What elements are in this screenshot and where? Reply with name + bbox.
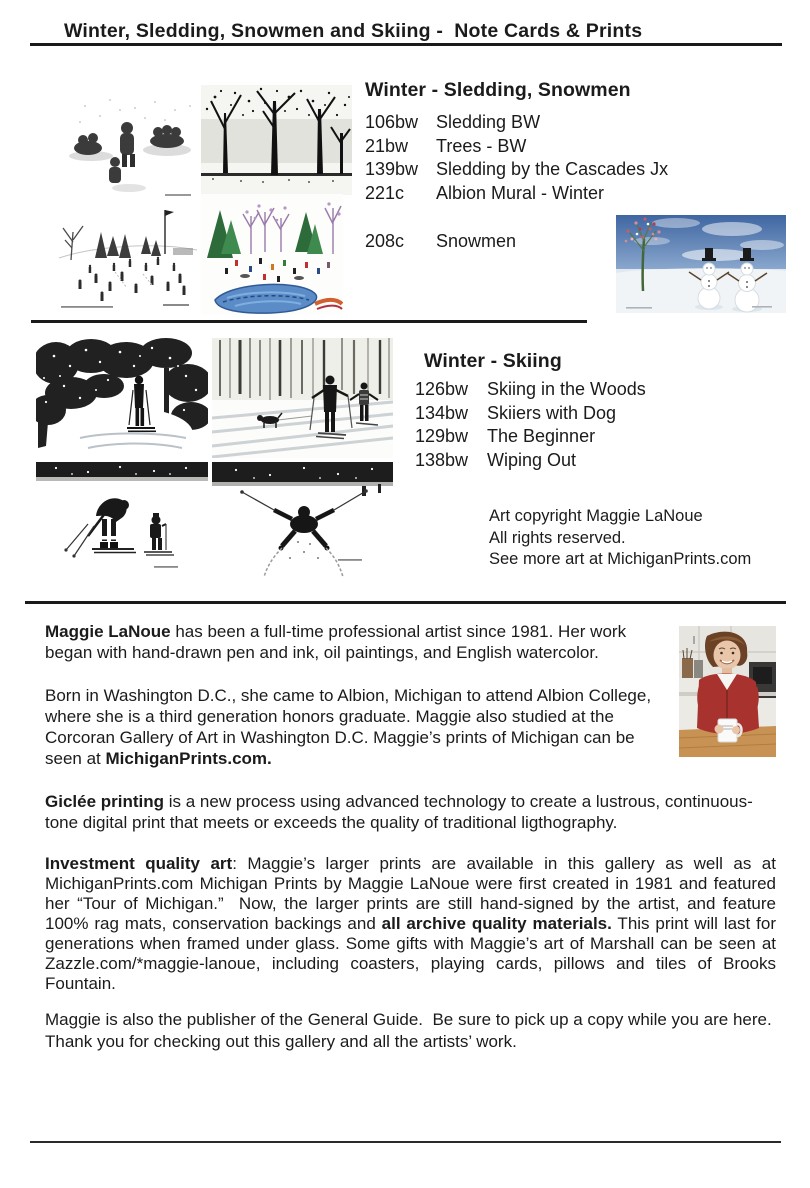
copyright-block — [489, 506, 751, 571]
wiping-out-artwork — [212, 462, 393, 578]
product-row — [415, 425, 646, 449]
sledding-product-list — [365, 111, 668, 254]
product-row — [365, 230, 668, 254]
product-code: 106bw — [365, 112, 419, 132]
product-name: Trees - BW — [436, 135, 527, 156]
artwork-caption-scribble — [61, 306, 113, 308]
bio-text: This print will last for generations when framed under glass. Some gifts with Maggie’s art of Marshall can be seen at Zazzle.com/*maggie-lanoue, including coasters, playing cards, pillows and tiles of Brooks Fountain. — [45, 914, 781, 994]
product-name: Skiiers with Dog — [487, 402, 617, 423]
artist-bio — [45, 621, 781, 1073]
bio-paragraph-investment — [45, 854, 781, 994]
bio-paragraph-background — [45, 685, 776, 770]
skiing-in-the-woods-artwork — [36, 338, 208, 459]
copyright-line: All rights reserved. — [489, 528, 626, 547]
product-code: 139bw — [365, 159, 419, 180]
artist-photo — [679, 626, 776, 757]
bio-text: : Maggie’s larger prints are available in this gallery as well as at MichiganPrints.com Michigan Prints by Maggie LaNoue were first created in 1981 and featured her “Tour of Michigan.” Now, the larger prints are still hand-signed by the artist, and feature 100% rag mats, conservation backings and — [45, 854, 781, 934]
skiing-section-heading: Winter - Skiing — [424, 350, 562, 372]
product-row — [365, 182, 668, 206]
albion-mural-winter-artwork — [201, 194, 343, 315]
product-code: 21bw — [365, 135, 409, 156]
copyright-line: Art copyright Maggie LaNoue — [489, 507, 703, 525]
product-code: 129bw — [415, 426, 469, 447]
product-row — [365, 135, 668, 159]
bio-paragraph-intro — [45, 621, 776, 664]
product-name: Sledding by the Cascades Jx — [436, 159, 669, 180]
the-beginner-artwork — [36, 462, 208, 577]
artist-signature-scribble — [752, 306, 772, 308]
sledding-section-heading: Winter - Sledding, Snowmen — [365, 79, 631, 101]
michiganprints-bold: MichiganPrints.com. — [105, 749, 272, 769]
bio-paragraph-giclee — [45, 791, 776, 834]
copyright-line: See more art at MichiganPrints.com — [489, 550, 752, 568]
product-code: 126bw — [415, 379, 469, 399]
trees-bw-artwork — [201, 85, 352, 195]
artist-signature-scribble — [163, 304, 189, 306]
artist-signature-scribble — [338, 559, 362, 561]
title-divider — [30, 43, 782, 46]
sledding-bw-artwork — [55, 88, 201, 210]
artist-signature-scribble — [154, 566, 178, 568]
bio-text: has been a full-time professional artist since 1981. Her work began with hand-drawn pen and ink, oil paintings, and English watercolor. — [45, 622, 631, 663]
investment-bold: Investment quality art — [45, 854, 233, 874]
artist-name-bold: Maggie LaNoue — [45, 622, 171, 641]
product-code: 221c — [365, 182, 405, 203]
product-row — [365, 158, 668, 182]
skiiers-with-dog-artwork — [212, 338, 393, 458]
product-code: 134bw — [415, 402, 469, 423]
product-name: Skiing in the Woods — [487, 379, 646, 399]
product-name: Albion Mural - Winter — [436, 182, 605, 203]
product-row — [415, 378, 646, 402]
section-divider — [25, 601, 786, 604]
product-row — [415, 449, 646, 473]
sledding-cascades-artwork — [55, 196, 201, 315]
product-name: Sledding BW — [436, 112, 541, 132]
product-row — [415, 402, 646, 426]
bio-text: Born in Washington D.C., she came to Albion, Michigan to attend Albion College, where she is a third generation honors graduate. Maggie also studied at the Corcoran Gallery of Art in Washington D.C. Maggie’s prints of Michigan can be seen at — [45, 685, 656, 769]
product-name: Snowmen — [436, 231, 517, 252]
product-name: The Beginner — [487, 426, 596, 447]
bio-text: is a new process using advanced technology to create a lustrous, continuous-tone digital print that meets or exceeds the quality of traditional ligthography. — [45, 791, 753, 833]
page-title: Winter, Sledding, Snowmen and Skiing - Note Cards & Prints — [64, 20, 643, 42]
product-row — [365, 111, 668, 135]
product-code: 138bw — [415, 449, 469, 470]
archive-quality-bold: all archive quality materials. — [381, 914, 612, 934]
bio-paragraph-closing: Maggie is also the publisher of the General Guide. Be sure to pick up a copy while you are here. Thank you for checking out this gallery and all the artists’ work. — [45, 1010, 781, 1051]
giclee-bold: Giclée printing — [45, 791, 165, 811]
artwork-caption-scribble — [626, 307, 652, 309]
skiing-product-list — [415, 378, 646, 472]
product-name: Wiping Out — [487, 449, 577, 470]
footer-divider — [30, 1141, 781, 1143]
product-code: 208c — [365, 231, 405, 252]
section-divider — [31, 320, 587, 323]
